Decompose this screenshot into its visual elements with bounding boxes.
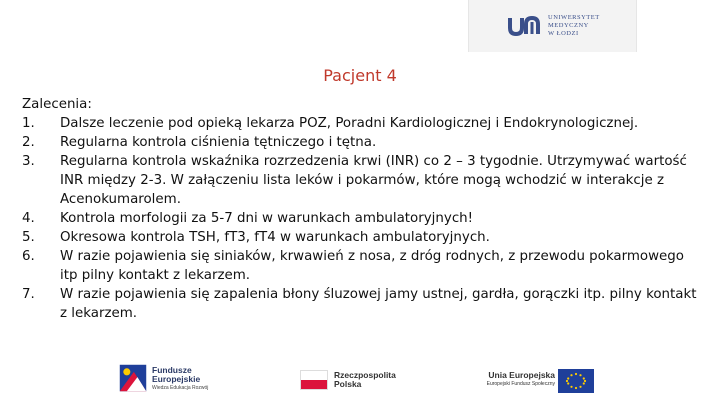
fe-subtitle: Wiedza Edukacja Rozwój xyxy=(152,385,209,391)
page-title: Pacjent 4 xyxy=(323,66,397,85)
logo-line-3: W ŁODZI xyxy=(548,30,579,37)
intro-label: Zalecenia: xyxy=(22,97,92,112)
logo-line-2: MEDYCZNY xyxy=(548,22,589,29)
list-item xyxy=(22,247,702,285)
item-text: Regularna kontrola ciśnienia tętniczego i tętna. xyxy=(60,135,377,150)
unia-europejska-label xyxy=(475,371,555,389)
um-logo-icon xyxy=(508,14,542,38)
recommendations xyxy=(22,95,702,323)
item-number: 4. xyxy=(22,211,35,226)
item-number: 1. xyxy=(22,116,35,131)
list-item xyxy=(22,114,702,133)
recommendation-list xyxy=(22,114,702,323)
university-name xyxy=(548,14,628,38)
item-text: Okresowa kontrola TSH, fT3, fT4 w warunkach ambulatoryjnych. xyxy=(60,230,490,245)
fundusze-europejskie-logo-icon xyxy=(118,363,148,393)
polish-flag-icon xyxy=(300,370,328,390)
fundusze-europejskie-label xyxy=(152,366,208,393)
ue-line-1: Unia Europejska xyxy=(488,370,555,380)
list-item xyxy=(22,133,702,152)
list-item xyxy=(22,228,702,247)
rp-line-1: Rzeczpospolita xyxy=(334,370,396,380)
item-number: 6. xyxy=(22,249,35,264)
logo-line-1: UNIWERSYTET xyxy=(548,14,600,21)
fe-line-2: Europejskie xyxy=(152,374,201,384)
item-text: Regularna kontrola wskaźnika rozrzedzenia krwi (INR) co 2 – 3 tygodnie. Utrzymywać wartość INR między 2-3. W załączeniu lista leków i pokarmów, które mogą wchodzić w interakcje z Acenokumarolem. xyxy=(60,154,687,207)
rzeczpospolita-label xyxy=(334,371,396,389)
item-text: W razie pojawienia się siniaków, krwawień z nosa, z dróg rodnych, z przewodu pokarmowego itp pilny kontakt z lekarzem. xyxy=(60,249,684,283)
item-number: 7. xyxy=(22,287,35,302)
item-text: Kontrola morfologii za 5-7 dni w warunkach ambulatoryjnych! xyxy=(60,211,474,226)
item-text: Dalsze leczenie pod opieką lekarza POZ, Poradni Kardiologicznej i Endokrynologicznej. xyxy=(60,116,639,131)
item-number: 3. xyxy=(22,154,35,169)
item-text: W razie pojawienia się zapalenia błony śluzowej jamy ustnej, gardła, gorączki itp. pilny kontakt z lekarzem. xyxy=(60,287,697,321)
item-number: 5. xyxy=(22,230,35,245)
ue-subtitle: Europejski Fundusz Społeczny xyxy=(486,381,555,387)
list-item xyxy=(22,152,702,209)
eu-flag-icon xyxy=(558,369,594,393)
list-item xyxy=(22,285,702,323)
list-item xyxy=(22,209,702,228)
rp-line-2: Polska xyxy=(334,379,362,389)
fe-line-1: Fundusze xyxy=(152,365,192,375)
item-number: 2. xyxy=(22,135,35,150)
